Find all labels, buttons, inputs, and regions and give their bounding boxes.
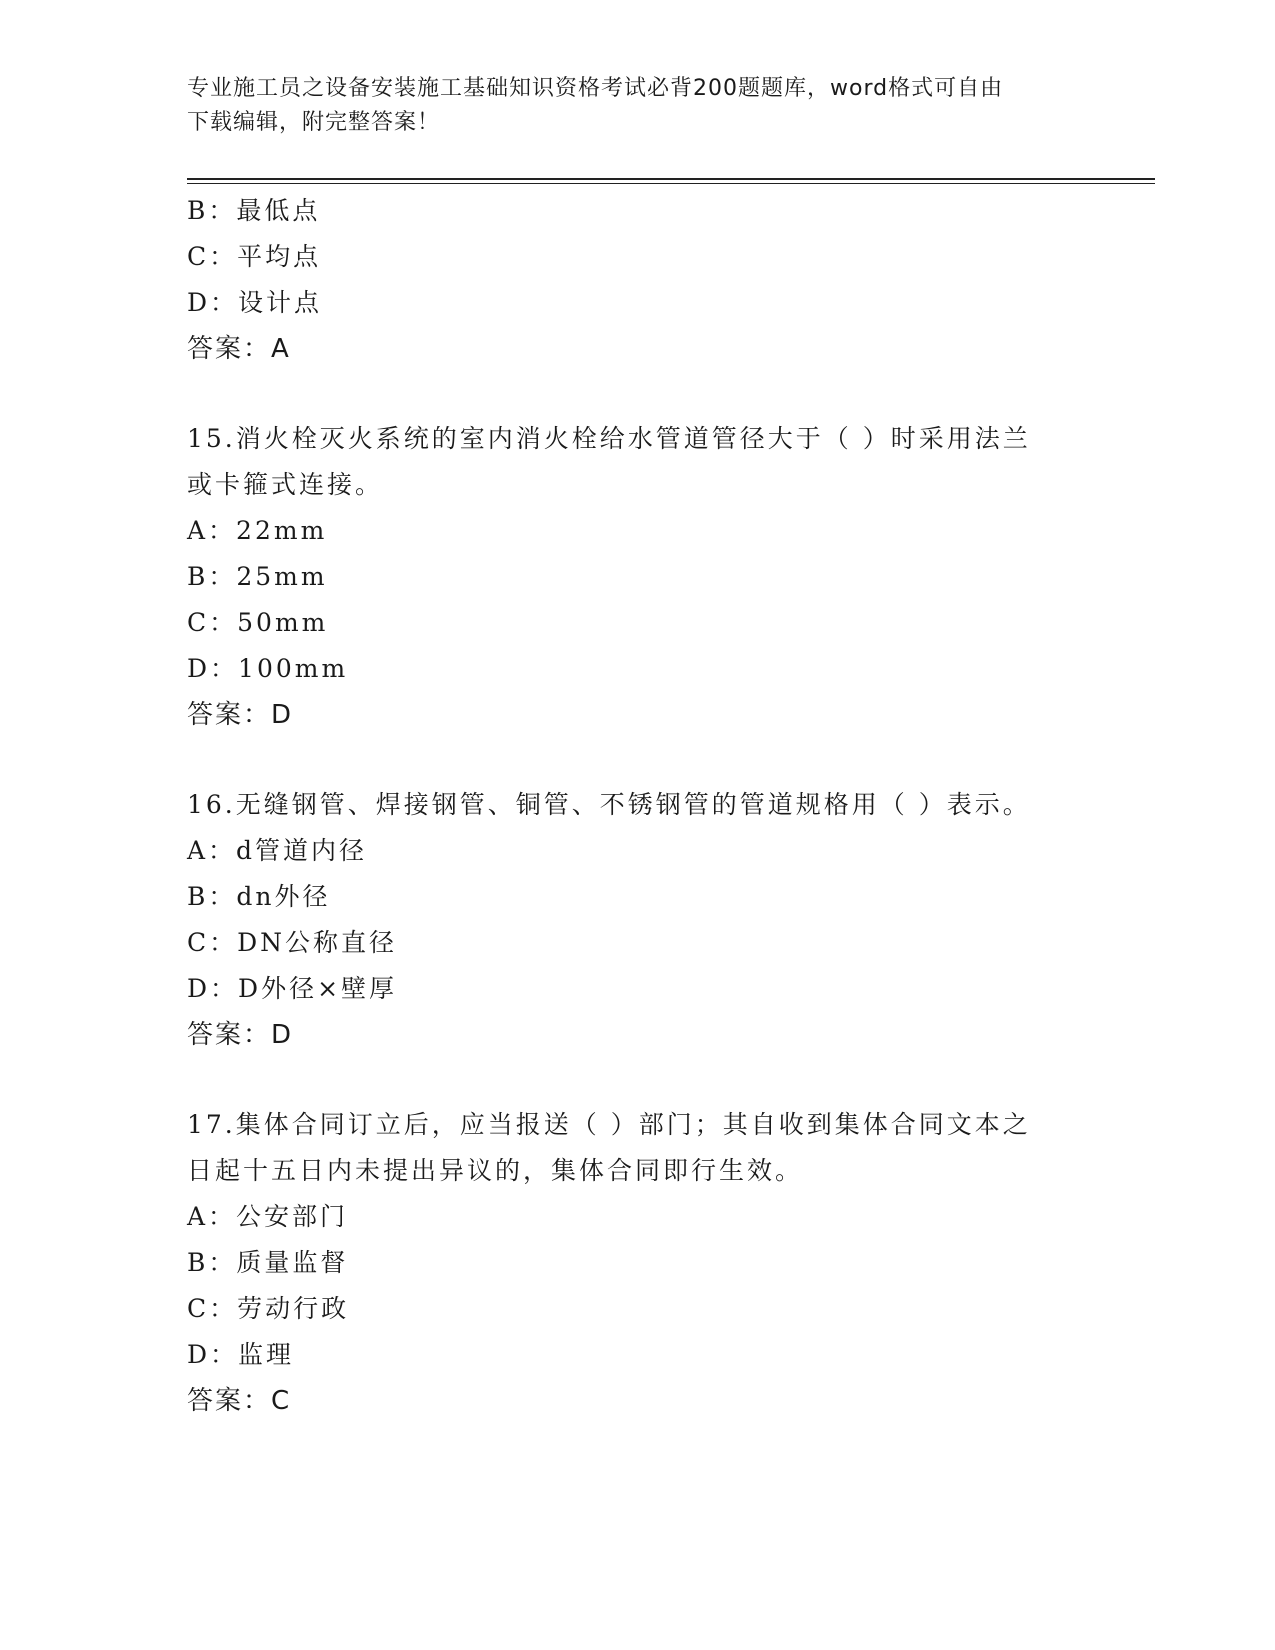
option-d: D：100mm	[187, 654, 349, 683]
question-block-15	[187, 416, 1077, 738]
question-text-line: 日起十五日内未提出异议的，集体合同即行生效。	[187, 1156, 804, 1185]
option-c: C：平均点	[187, 242, 322, 271]
question-text-line: 或卡箍式连接。	[187, 470, 384, 499]
option-d: D：D外径×壁厚	[187, 974, 398, 1003]
option-a: A：公安部门	[187, 1202, 349, 1231]
answer-line: 答案：A	[187, 334, 291, 364]
option-b: B：25mm	[187, 562, 328, 591]
option-c: C：劳动行政	[187, 1294, 350, 1323]
option-c: C：DN公称直径	[187, 928, 398, 957]
option-b: B：dn外径	[187, 882, 331, 911]
header-line-2: 下载编辑，附完整答案！	[187, 110, 441, 135]
option-b: B：质量监督	[187, 1248, 349, 1277]
document-header	[187, 72, 1067, 140]
question-block-14	[187, 188, 1077, 372]
question-text-line: 15.消火栓灭火系统的室内消火栓给水管道管径大于（ ）时采用法兰	[187, 424, 1031, 453]
answer-line: 答案：D	[187, 700, 294, 730]
header-line-1: 专业施工员之设备安装施工基础知识资格考试必背200题题库，word格式可自由	[187, 76, 1004, 101]
question-text-line: 17.集体合同订立后，应当报送（ ）部门；其自收到集体合同文本之	[187, 1110, 1031, 1139]
answer-line: 答案：D	[187, 1020, 294, 1050]
question-text-line: 16.无缝钢管、焊接钢管、铜管、不锈钢管的管道规格用（ ）表示。	[187, 790, 1031, 819]
option-b: B：最低点	[187, 196, 321, 225]
question-block-16	[187, 782, 1077, 1058]
answer-line: 答案：C	[187, 1386, 292, 1416]
option-a: A：d管道内径	[187, 836, 368, 865]
header-divider-thin	[187, 183, 1155, 184]
question-content	[187, 188, 1077, 1424]
header-divider-thick	[187, 178, 1155, 180]
option-d: D：监理	[187, 1340, 295, 1369]
option-d: D：设计点	[187, 288, 323, 317]
question-block-17	[187, 1102, 1077, 1424]
option-c: C：50mm	[187, 608, 329, 637]
option-a: A：22mm	[187, 516, 328, 545]
